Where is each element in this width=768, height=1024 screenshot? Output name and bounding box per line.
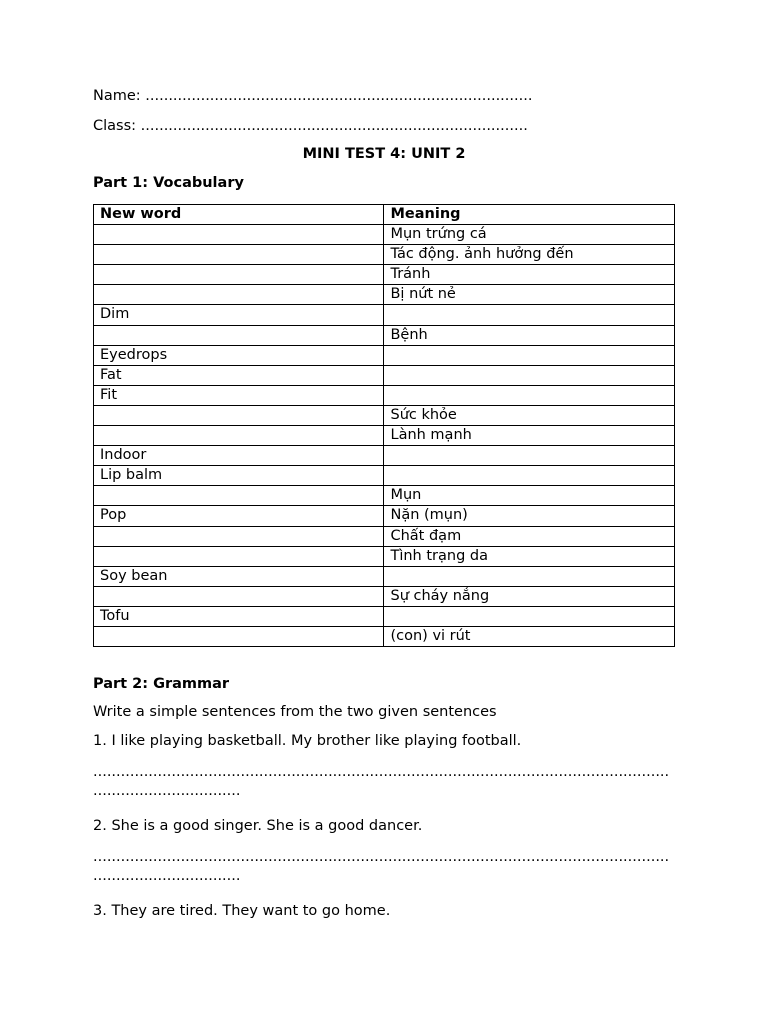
table-row — [94, 265, 675, 285]
new-word-cell[interactable] — [94, 546, 384, 566]
question-3: 3. They are tired. They want to go home. — [93, 903, 391, 919]
meaning-cell[interactable]: Bệnh — [384, 325, 675, 345]
question-2: 2. She is a good singer. She is a good dancer. — [93, 818, 423, 834]
table-row — [94, 405, 675, 425]
meaning-cell[interactable]: Mụn trứng cá — [384, 225, 675, 245]
meaning-cell[interactable]: (con) vi rút — [384, 626, 675, 646]
table-row — [94, 385, 675, 405]
meaning-cell[interactable]: Tác động. ảnh hưởng đến — [384, 245, 675, 265]
new-word-cell[interactable]: Fit — [94, 385, 384, 405]
table-row — [94, 345, 675, 365]
new-word-cell[interactable] — [94, 225, 384, 245]
table-row — [94, 586, 675, 606]
table-row — [94, 526, 675, 546]
table-row — [94, 466, 675, 486]
instruction-text: Write a simple sentences from the two given sentences — [93, 704, 497, 720]
column-header-meaning: Meaning — [384, 205, 675, 225]
table-row — [94, 566, 675, 586]
meaning-cell[interactable]: Bị nứt nẻ — [384, 285, 675, 305]
meaning-cell[interactable]: Sự cháy nắng — [384, 586, 675, 606]
table-row — [94, 285, 675, 305]
table-row — [94, 506, 675, 526]
new-word-cell[interactable] — [94, 486, 384, 506]
meaning-cell[interactable] — [384, 446, 675, 466]
new-word-cell[interactable] — [94, 325, 384, 345]
meaning-cell[interactable]: Lành mạnh — [384, 426, 675, 446]
new-word-cell[interactable] — [94, 586, 384, 606]
class-line: Class: .................................................................................... — [93, 118, 528, 134]
table-row — [94, 486, 675, 506]
new-word-cell[interactable] — [94, 626, 384, 646]
new-word-cell[interactable] — [94, 426, 384, 446]
table-row — [94, 365, 675, 385]
answer-line-1b[interactable]: ................................ — [93, 783, 241, 799]
meaning-cell[interactable]: Tình trạng da — [384, 546, 675, 566]
table-header-row — [94, 205, 675, 225]
table-row — [94, 606, 675, 626]
meaning-cell[interactable] — [384, 305, 675, 325]
answer-line-1a[interactable]: ............................................................................................................................. — [93, 764, 670, 780]
meaning-cell[interactable]: Mụn — [384, 486, 675, 506]
table-row — [94, 546, 675, 566]
table-row — [94, 305, 675, 325]
answer-line-2b[interactable]: ................................ — [93, 868, 241, 884]
new-word-cell[interactable]: Pop — [94, 506, 384, 526]
table-row — [94, 325, 675, 345]
table-row — [94, 225, 675, 245]
page-title: MINI TEST 4: UNIT 2 — [302, 146, 466, 162]
table-row — [94, 426, 675, 446]
new-word-cell[interactable] — [94, 245, 384, 265]
new-word-cell[interactable] — [94, 526, 384, 546]
table-row — [94, 446, 675, 466]
new-word-cell[interactable]: Tofu — [94, 606, 384, 626]
answer-line-2a[interactable]: ............................................................................................................................. — [93, 849, 670, 865]
meaning-cell[interactable] — [384, 385, 675, 405]
part1-heading: Part 1: Vocabulary — [93, 175, 244, 191]
new-word-cell[interactable]: Fat — [94, 365, 384, 385]
question-1: 1. I like playing basketball. My brother like playing football. — [93, 733, 522, 749]
meaning-cell[interactable] — [384, 466, 675, 486]
new-word-cell[interactable] — [94, 265, 384, 285]
new-word-cell[interactable]: Eyedrops — [94, 345, 384, 365]
meaning-cell[interactable]: Chất đạm — [384, 526, 675, 546]
new-word-cell[interactable]: Dim — [94, 305, 384, 325]
meaning-cell[interactable]: Tránh — [384, 265, 675, 285]
new-word-cell[interactable]: Soy bean — [94, 566, 384, 586]
name-line: Name: .................................................................................... — [93, 88, 533, 104]
meaning-cell[interactable] — [384, 606, 675, 626]
vocabulary-table — [93, 204, 675, 647]
table-row — [94, 626, 675, 646]
column-header-new-word: New word — [94, 205, 384, 225]
new-word-cell[interactable]: Lip balm — [94, 466, 384, 486]
meaning-cell[interactable]: Sức khỏe — [384, 405, 675, 425]
part2-heading: Part 2: Grammar — [93, 676, 230, 692]
meaning-cell[interactable] — [384, 365, 675, 385]
new-word-cell[interactable] — [94, 285, 384, 305]
new-word-cell[interactable] — [94, 405, 384, 425]
table-row — [94, 245, 675, 265]
meaning-cell[interactable]: Nặn (mụn) — [384, 506, 675, 526]
new-word-cell[interactable]: Indoor — [94, 446, 384, 466]
meaning-cell[interactable] — [384, 566, 675, 586]
meaning-cell[interactable] — [384, 345, 675, 365]
